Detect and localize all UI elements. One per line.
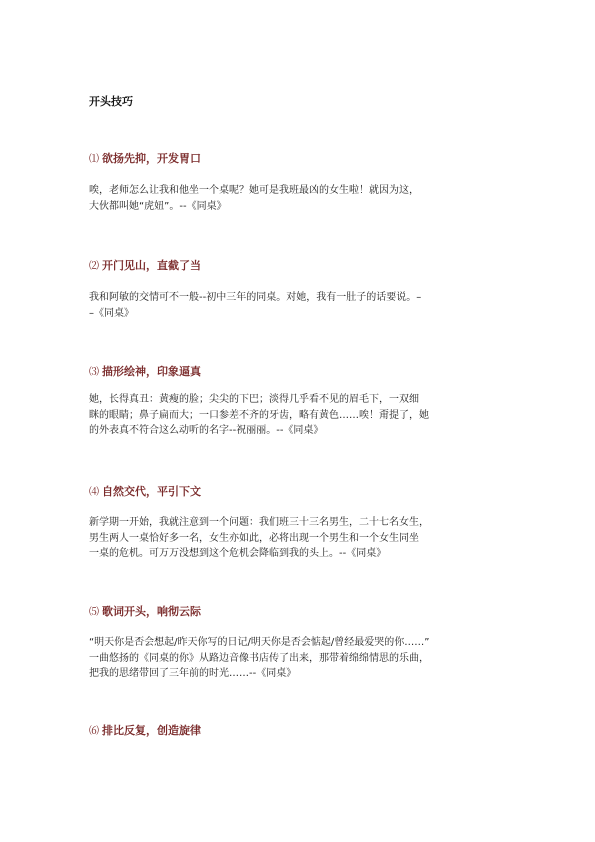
section-4-line-1: 新学期一开始，我就注意到一个问题：我们班三十三名男生，二十七名女生， [89, 517, 429, 528]
section-title-6: 排比反复，创造旋律 [102, 724, 201, 737]
section-heading-4 [89, 485, 201, 500]
section-5-line-1: “明天你是否会想起/昨天你写的日记/明天你是否会惦起/曾经最爱哭的你……” [89, 637, 430, 648]
section-4-line-2: 男生两人一桌恰好多一名，女生亦如此，必将出现一个男生和一个女生同坐 [89, 532, 419, 544]
section-heading-1 [89, 152, 201, 167]
section-body-4 [89, 515, 507, 562]
section-heading-6 [89, 724, 201, 739]
section-3-line-3: 的外表真不符合这么动听的名字--祝丽丽。--《同桌》 [89, 425, 324, 436]
section-heading-3 [89, 365, 201, 380]
section-5-line-3: 把我的思绪带回了三年前的时光……--《同桌》 [89, 668, 297, 679]
section-1-line-2: 大伙都叫她“虎妞”。--《同桌》 [89, 200, 227, 212]
section-2-line-2: –《同桌》 [89, 307, 134, 319]
section-title-1: 欲扬先抑，开发胃口 [102, 152, 201, 165]
section-3-line-2: 眯的眼睛；鼻子扁而大；一口参差不齐的牙齿，略有黄色……唉！甭提了，她 [89, 409, 429, 421]
section-number-4: ⑷ [89, 487, 99, 498]
section-5-line-2: 一曲悠扬的《同桌的你》从路边音像书店传了出来，那带着绵绵情思的乐曲， [89, 652, 429, 664]
section-3-line-1: 她，长得真丑：黄瘦的脸；尖尖的下巴；淡得几乎看不见的眉毛下，一双细 [89, 394, 419, 405]
section-number-1: ⑴ [89, 154, 99, 165]
section-4-line-3: 一桌的危机。可万万没想到这个危机会降临到我的头上。--《同桌》 [89, 548, 387, 559]
section-number-6: ⑹ [89, 726, 99, 737]
section-title-2: 开门见山，直截了当 [102, 259, 201, 272]
section-number-2: ⑵ [89, 261, 99, 272]
section-title-4: 自然交代，平引下文 [102, 485, 201, 498]
section-body-3 [89, 392, 507, 439]
section-body-1 [89, 183, 507, 214]
section-heading-5 [89, 605, 201, 620]
section-number-3: ⑶ [89, 367, 99, 378]
section-body-2 [89, 290, 507, 321]
section-title-5: 歌词开头，响彻云际 [102, 605, 201, 618]
section-number-5: ⑸ [89, 607, 99, 618]
section-title-3: 描形绘神，印象逼真 [102, 365, 201, 378]
section-body-5 [89, 635, 507, 682]
document-title: 开头技巧 [89, 95, 133, 108]
section-1-line-1: 唉，老师怎么让我和他坐一个桌呢？她可是我班最凶的女生啦！就因为这， [89, 185, 419, 196]
section-2-line-1: 我和阿敏的交情可不一般--初中三年的同桌。对她，我有一肚子的话要说。– [89, 292, 422, 303]
section-heading-2 [89, 259, 201, 274]
